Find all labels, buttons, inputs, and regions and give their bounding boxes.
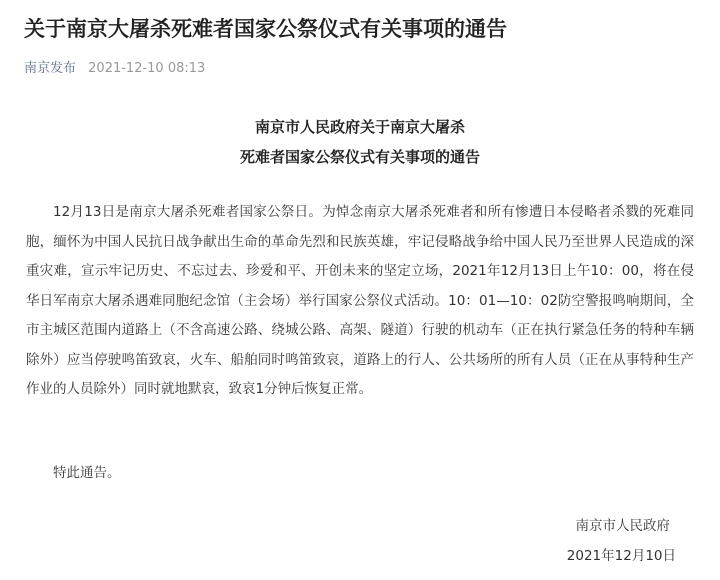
notice-closing: 特此通告。 [53, 465, 121, 481]
notice-body: 12月13日是南京大屠杀死难者国家公祭日。为悼念南京大屠杀死难者和所有惨遭日本侵略者杀戮的死难同胞，缅怀为中国人民抗日战争献出生命的革命先烈和民族英雄，牢记侵略战争给中国人民乃至世界人民造成的深重灾难，宣示牢记历史、不忘过去、珍爱和平、开创未来的坚定立场，2021年12月13日上午10：00，将在侵华日军南京大屠杀遇难同胞纪念馆（主会场）举行国家公祭仪式活动。10：01—10：02防空警报鸣响期间，全市主城区范围内道路上（不含高速公路、绕城公路、高架、隧道）行驶的机动车（正在执行紧急任务的特种车辆除外）应当停驶鸣笛致哀，火车、船舶同时鸣笛致哀，道路上的行人、公共场所的所有人员（正在从事特种生产作业的人员除外）同时就地默哀，致哀1分钟后恢复正常。 [26, 204, 694, 397]
article-meta [24, 60, 205, 78]
notice-title-line2: 死难者国家公祭仪式有关事项的通告 [239, 148, 480, 166]
signature-organization: 南京市人民政府 [575, 518, 670, 534]
source-account-link[interactable]: 南京发布 [24, 61, 77, 76]
signature-date: 2021年12月10日 [566, 548, 676, 564]
article-title: 关于南京大屠杀死难者国家公祭仪式有关事项的通告 [24, 17, 507, 41]
publish-date: 2021-12-10 08:13 [88, 61, 206, 76]
notice-title-line1: 南京市人民政府关于南京大屠杀 [254, 118, 465, 136]
